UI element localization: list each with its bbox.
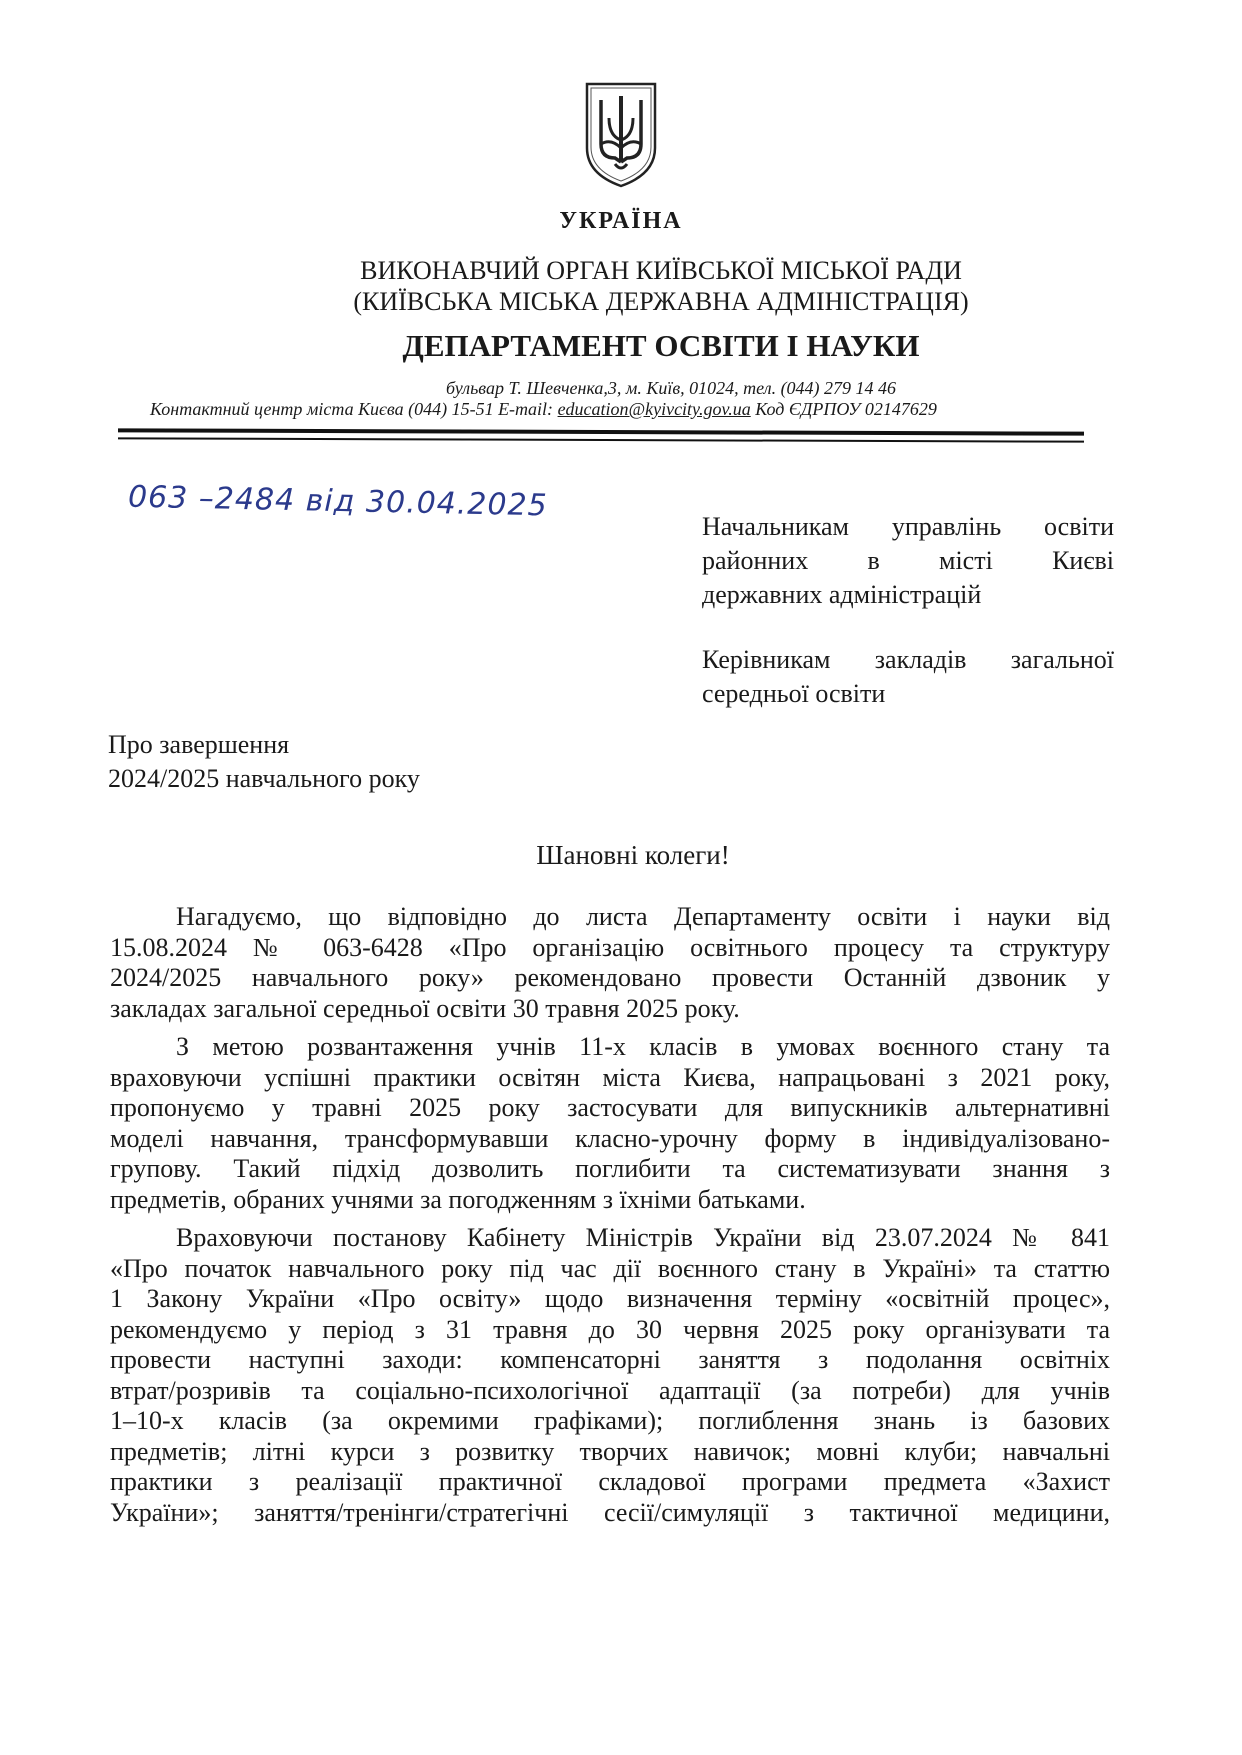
- handwritten-registration-number: 063 –2484 від 30.04.2025: [127, 479, 549, 524]
- address-line-2: [150, 399, 1090, 420]
- department-title: ДЕПАРТАМЕНТ ОСВІТИ І НАУКИ: [402, 328, 920, 363]
- body-line: закладах загальної середньої освіти 30 травня 2025 року.: [110, 993, 740, 1023]
- body-line: групову. Такий підхід дозволить поглибити та систематизувати знання з: [110, 1154, 1110, 1183]
- body-line: предметів, обраних учнями за погодженням з їхніми батьками.: [110, 1184, 806, 1214]
- edrpou-code: Код ЄДРПОУ 02147629: [750, 399, 937, 419]
- address-line-1: бульвар Т. Шевченка,3, м. Київ, 01024, тел. (044) 279 14 46: [445, 378, 897, 398]
- body-line: Нагадуємо, що відповідно до листа Департаменту освіти і науки від: [176, 902, 1110, 931]
- subject-line-1: Про завершення: [108, 730, 290, 759]
- body-line: практики з реалізації практичної складової програми предмета «Захист: [110, 1467, 1110, 1496]
- paragraph-1: [110, 902, 1110, 1024]
- header-divider-thin: [118, 437, 1084, 442]
- coat-of-arms-icon: [581, 78, 661, 190]
- greeting: Шановні колеги!: [536, 840, 730, 870]
- body-line: 1–10-х класів (за окремими графіками); поглиблення знань із базових: [110, 1406, 1110, 1435]
- subject-line-2: 2024/2025 навчального року: [108, 764, 420, 793]
- addressee-block-2: [702, 643, 1114, 711]
- letter-body: [110, 902, 1110, 1528]
- body-line: 1 Закону України «Про освіту» щодо визначення терміну «освітній процес»,: [110, 1284, 1110, 1313]
- body-line: пропонуємо у травні 2025 року застосувати для випускників альтернативні: [110, 1093, 1110, 1122]
- body-line: враховуючи успішні практики освітян міста Києва, напрацьовані з 2021 року,: [110, 1062, 1110, 1092]
- body-line: предметів; літні курси з розвитку творчих навичок; мовні клуби; навчальні: [110, 1436, 1110, 1466]
- subject-block: [108, 728, 420, 796]
- body-line: «Про початок навчального року під час дії воєнного стану в Україні» та статтю: [110, 1253, 1110, 1283]
- contact-center-text: Контактний центр міста Києва (044) 15-51 E-mail:: [150, 399, 558, 419]
- body-line: України»; заняття/тренінги/стратегічні сесії/симуляції з тактичної медицини,: [110, 1497, 1110, 1527]
- body-line: провести наступні заходи: компенсаторні заняття з подолання освітніх: [110, 1345, 1110, 1374]
- body-line: рекомендуємо у період з 31 травня до 30 червня 2025 року організувати та: [110, 1314, 1110, 1344]
- body-line: втрат/розривів та соціально-психологічної адаптації (за потреби) для учнів: [110, 1375, 1110, 1405]
- paragraph-2: [110, 1032, 1110, 1215]
- body-line: Враховуючи постанову Кабінету Міністрів України від 23.07.2024 № 841: [176, 1223, 1110, 1252]
- country-name: УКРАЇНА: [559, 208, 683, 234]
- paragraph-3: [110, 1223, 1110, 1528]
- body-line: З метою розвантаження учнів 11-х класів в умовах воєнного стану та: [176, 1032, 1110, 1061]
- addressee-block-1: [702, 510, 1114, 612]
- addressee-line: середньої освіти: [702, 679, 886, 708]
- organization-line-2: (КИЇВСЬКА МІСЬКА ДЕРЖАВНА АДМІНІСТРАЦІЯ): [353, 287, 969, 316]
- addressee-line: Керівникам закладів загальної: [702, 645, 1114, 674]
- body-line: моделі навчання, трансформувавши класно-урочну форму в індивідуалізовано-: [110, 1123, 1110, 1153]
- addressee-line: Начальникам управлінь освіти: [702, 512, 1114, 541]
- body-line: 15.08.2024 № 063-6428 «Про організацію освітнього процесу та структуру: [110, 932, 1110, 962]
- body-line: 2024/2025 навчального року» рекомендовано провести Останній дзвоник у: [110, 963, 1110, 992]
- addressee-line: районних в місті Києві: [702, 546, 1114, 575]
- email-link[interactable]: education@kyivcity.gov.ua: [557, 399, 751, 419]
- header-divider-thick: [118, 428, 1084, 435]
- organization-line-1: ВИКОНАВЧИЙ ОРГАН КИЇВСЬКОЇ МІСЬКОЇ РАДИ: [360, 256, 962, 285]
- addressee-line: державних адміністрацій: [702, 580, 982, 609]
